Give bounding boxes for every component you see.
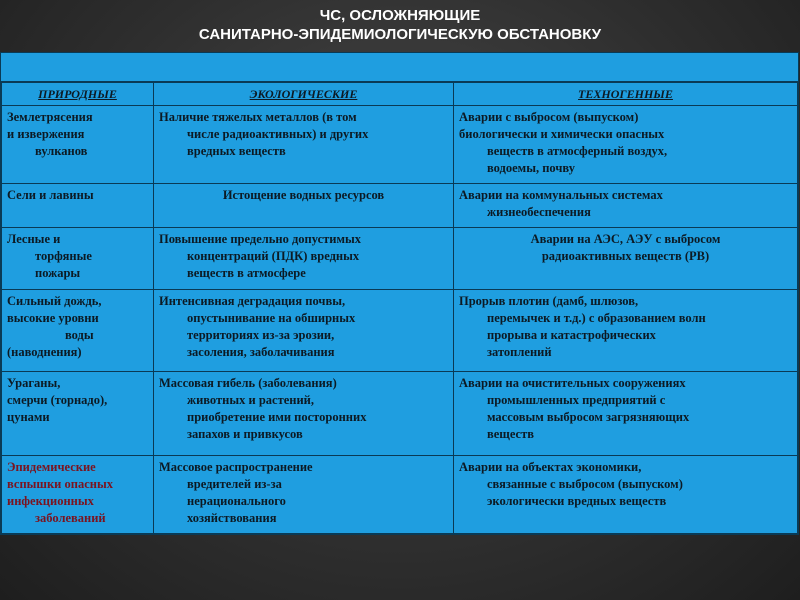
cell-ecological: Повышение предельно допустимых концентраций (ПДК) вредных веществ в атмосфере (154, 228, 454, 290)
cell-ecological: Массовая гибель (заболевания) животных и растений, приобретение ими посторонних запахов и привкусов (154, 372, 454, 456)
header-technogenic: ТЕХНОГЕННЫЕ (454, 83, 798, 106)
emergency-classification-table (1, 82, 798, 534)
table-row (2, 372, 798, 456)
slide-title (0, 6, 800, 44)
cell-natural: Землетрясения и извержения вулканов (2, 106, 154, 184)
cell-technogenic: Аварии на АЭС, АЭУ с выбросом радиоактивных веществ (РВ) (454, 228, 798, 290)
table-row (2, 290, 798, 372)
slide-title-line-2: САНИТАРНО-ЭПИДЕМИОЛОГИЧЕСКУЮ ОБСТАНОВКУ (198, 26, 602, 43)
cell-technogenic: Аварии на объектах экономики, связанные с выбросом (выпуском) экологически вредных веществ (454, 456, 798, 534)
cell-ecological: Интенсивная деградация почвы, опустынивание на обширных территориях из-за эрозии, засоления, заболачивания (154, 290, 454, 372)
cell-natural: Сильный дождь, высокие уровни воды (наводнения) (2, 290, 154, 372)
cell-technogenic: Аварии с выбросом (выпуском) биологически и химически опасных веществ в атмосферный воздух, водоемы, почву (454, 106, 798, 184)
header-natural: ПРИРОДНЫЕ (2, 83, 154, 106)
header-ecological: ЭКОЛОГИЧЕСКИЕ (154, 83, 454, 106)
table-row (2, 184, 798, 228)
cell-ecological: Истощение водных ресурсов (154, 184, 454, 228)
cell-natural: Ураганы, смерчи (торнадо), цунами (2, 372, 154, 456)
table-row (2, 456, 798, 534)
table-row (2, 228, 798, 290)
cell-natural: Сели и лавины (2, 184, 154, 228)
table-row (2, 106, 798, 184)
cell-natural-epidemic: Эпидемические вспышки опасных инфекционных заболеваний (2, 456, 154, 534)
cell-technogenic: Аварии на очистительных сооружениях промышленных предприятий с массовым выбросом загрязняющих веществ (454, 372, 798, 456)
cell-technogenic: Аварии на коммунальных системах жизнеобеспечения (454, 184, 798, 228)
slide-title-line-1: ЧС, ОСЛОЖНЯЮЩИЕ (319, 7, 481, 24)
cell-natural: Лесные и торфяные пожары (2, 228, 154, 290)
cell-ecological: Наличие тяжелых металлов (в том числе радиоактивных) и других вредных веществ (154, 106, 454, 184)
emergency-table (0, 52, 799, 535)
cell-technogenic: Прорыв плотин (дамб, шлюзов, перемычек и т.д.) с образованием волн прорыва и катастрофических затоплений (454, 290, 798, 372)
table-header-row (2, 83, 798, 106)
table-top-strip (1, 53, 798, 82)
cell-ecological: Массовое распространение вредителей из-за нерационального хозяйствования (154, 456, 454, 534)
